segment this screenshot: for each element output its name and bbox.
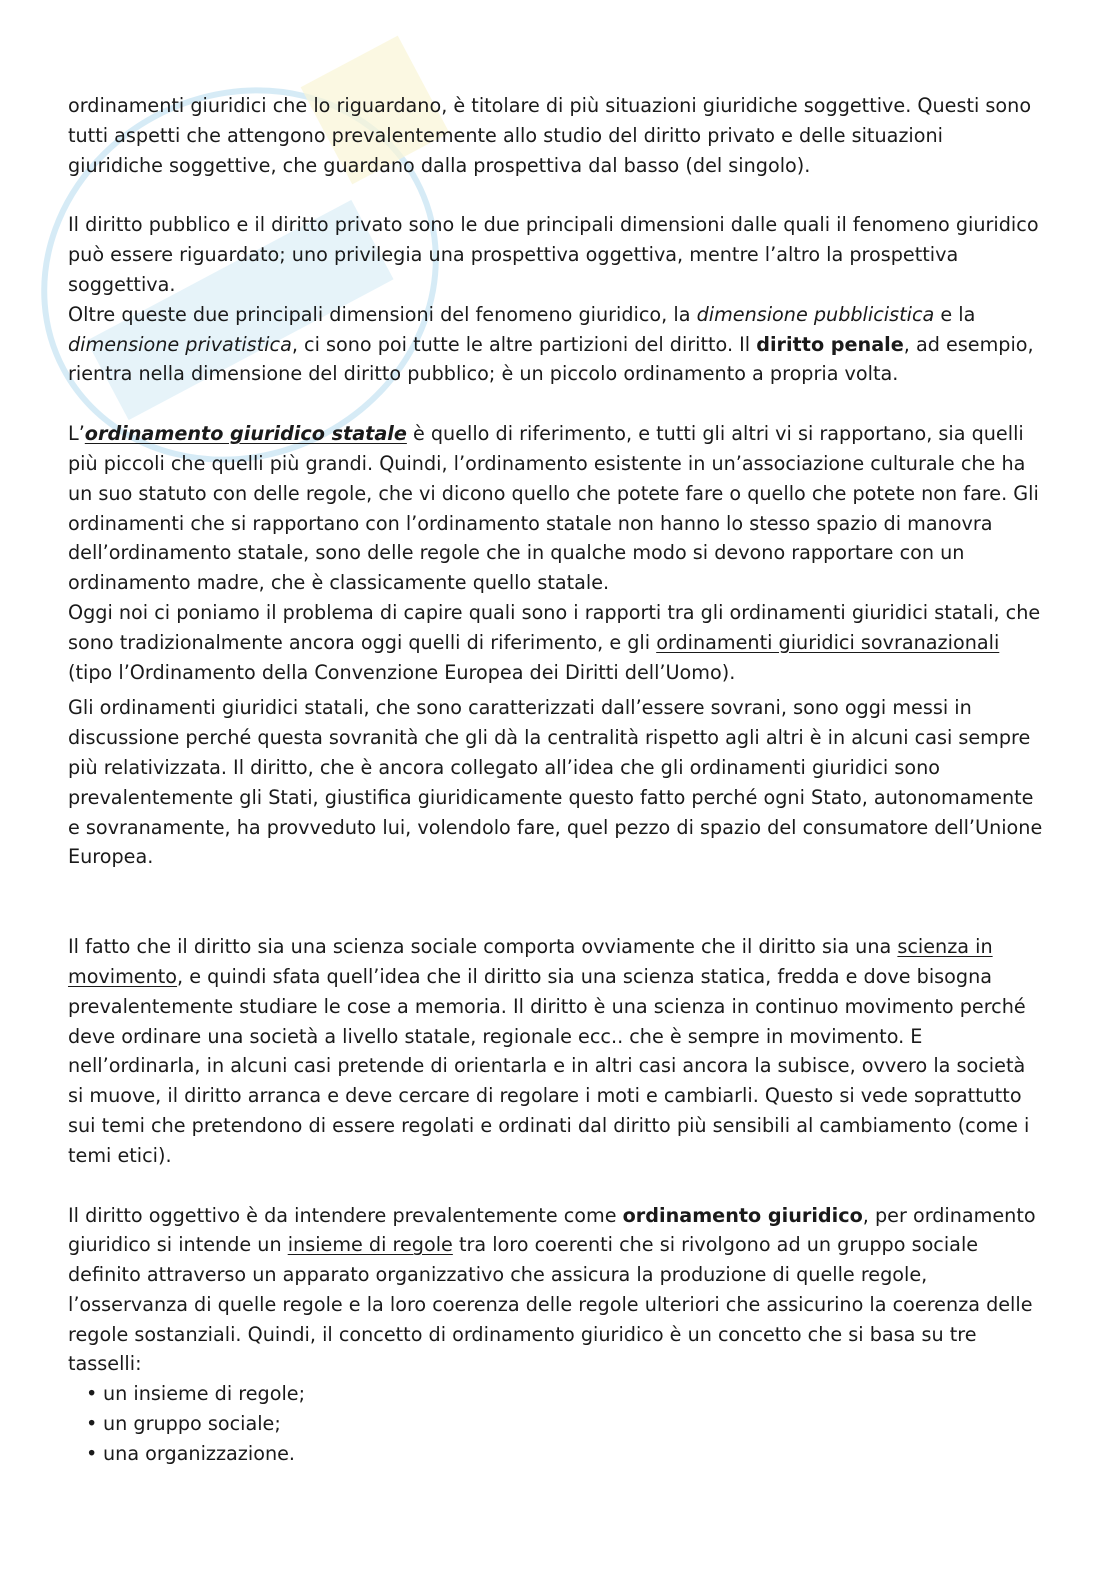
list-item: • una organizzazione.	[86, 1439, 1043, 1469]
term-dimensione-privatistica: dimensione privatistica	[68, 332, 292, 356]
term-insieme-di-regole: insieme di regole	[287, 1233, 453, 1257]
term-ordinamento-giuridico-statale: ordinamento giuridico statale	[84, 422, 407, 446]
paragraph-8: Il diritto oggettivo è da intendere prevalentemente come ordinamento giuridico, per ordinamento giuridico si intende un insieme di regole tra loro coerenti che si rivolgono ad un gruppo sociale definito attraverso un apparato organizzativo che assicura la produzione di quelle regole, l’osservanza di quelle regole e la loro coerenza delle regole ulteriori che assicurino la coerenza delle regole sostanziali. Quindi, il concetto di ordinamento giuridico è un concetto che si basa su tre tasselli:	[68, 1203, 1036, 1376]
bullet-list	[68, 1379, 1043, 1468]
paragraph-5: Oggi noi ci poniamo il problema di capire quali sono i rapporti tra gli ordinamenti giuridici statali, che sono tradizionalmente ancora oggi quelli di riferimento, e gli ordinamenti giuridici sovranazionali (tipo l’Ordinamento della Convenzione Europea dei Diritti dell’Uomo).	[68, 600, 1041, 684]
bullet-icon: •	[86, 1441, 98, 1465]
term-ordinamento-giuridico: ordinamento giuridico	[622, 1203, 863, 1227]
term-scienza-in-movimento: scienza in movimento	[68, 935, 993, 988]
paragraph-3: Oltre queste due principali dimensioni del fenomeno giuridico, la dimensione pubblicistica e la dimensione privatistica, ci sono poi tutte le altre partizioni del diritto. Il diritto penale, ad esempio, rientra nella dimensione del diritto pubblico; è un piccolo ordinamento a propria volta.	[68, 302, 1034, 386]
document-body	[68, 91, 1043, 1469]
term-diritto-penale: diritto penale	[756, 332, 904, 356]
list-item: • un gruppo sociale;	[86, 1409, 1043, 1439]
term-ordinamenti-sovranazionali: ordinamenti giuridici sovranazionali	[656, 630, 1000, 654]
bullet-icon: •	[86, 1382, 98, 1406]
paragraph-7: Il fatto che il diritto sia una scienza sociale comporta ovviamente che il diritto sia una scienza in movimento, e quindi sfata quell’idea che il diritto sia una scienza statica, fredda e dove bisogna prevalentemente studiare le cose a memoria. Il diritto è una scienza in continuo movimento perché deve ordinare una società a livello statale, regionale ecc.. che è sempre in movimento. E nell’ordinarla, in alcuni casi pretende di orientarla e in altri casi ancora la subisce, ovvero la società si muove, il diritto arranca e deve cercare di regolare i moti e cambiarli. Questo si vede soprattutto sui temi che pretendono di essere regolati e ordinati dal diritto più sensibili al cambiamento (come i temi etici).	[68, 935, 1030, 1167]
paragraph-2: Il diritto pubblico e il diritto privato sono le due principali dimensioni dalle quali il fenomeno giuridico può essere riguardato; uno privilegia una prospettiva oggettiva, mentre l’altro la prospettiva soggettiva.	[68, 213, 1039, 296]
paragraph-4: L’ordinamento giuridico statale è quello di riferimento, e tutti gli altri vi si rapportano, sia quelli più piccoli che quelli più grandi. Quindi, l’ordinamento esistente in un’associazione culturale che ha un suo statuto con delle regole, che vi dicono quello che potete fare o quello che potete non fare. Gli ordinamenti che si rapportano con l’ordinamento statale non hanno lo stesso spazio di manovra dell’ordinamento statale, sono delle regole che in qualche modo si devono rapportare con un ordinamento madre, che è classicamente quello statale.	[68, 422, 1039, 595]
paragraph-6: Gli ordinamenti giuridici statali, che sono caratterizzati dall’essere sovrani, sono oggi messi in discussione perché questa sovranità che gli dà la centralità rispetto agli altri è in alcuni casi sempre più relativizzata. Il diritto, che è ancora collegato all’idea che gli ordinamenti giuridici sono prevalentemente gli Stati, giustifica giuridicamente questo fatto perché ogni Stato, autonomamente e sovranamente, ha provveduto lui, volendolo fare, quel pezzo di spazio del consumatore dell’Unione Europea.	[68, 696, 1043, 869]
term-dimensione-pubblicistica: dimensione pubblicistica	[696, 302, 935, 326]
bullet-icon: •	[86, 1412, 98, 1436]
paragraph-1: ordinamenti giuridici che lo riguardano, è titolare di più situazioni giuridiche soggettive. Questi sono tutti aspetti che attengono prevalentemente allo studio del diritto privato e delle situazioni giuridiche soggettive, che guardano dalla prospettiva dal basso (del singolo).	[68, 94, 1032, 177]
list-item: • un insieme di regole;	[86, 1379, 1043, 1409]
